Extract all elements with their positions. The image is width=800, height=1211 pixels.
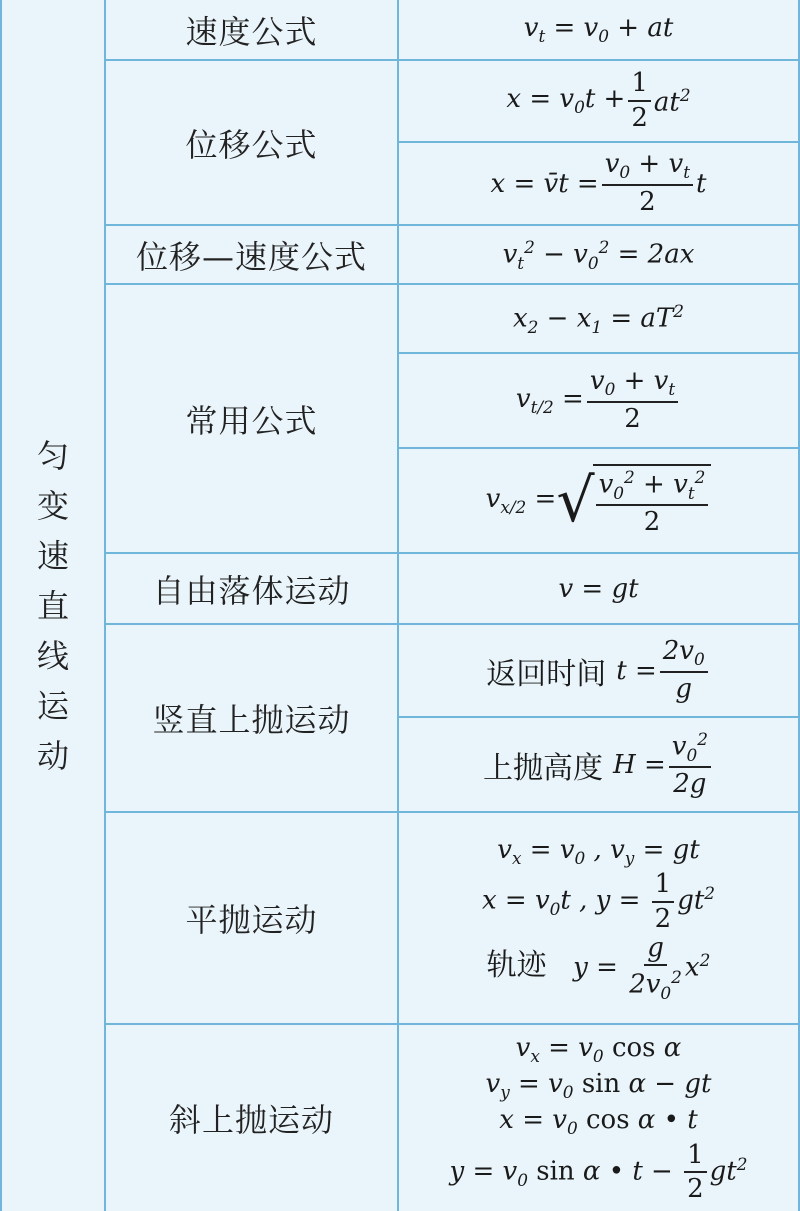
formula-return-time: 返回时间 t = $\frac{2v_0}{g}$	[399, 625, 798, 716]
row-label-horizontal-throw: 平抛运动	[185, 901, 318, 939]
side-label	[2, 0, 104, 1211]
formula-free-fall: v = gt	[558, 573, 639, 604]
formula-displacement-1: $x = v_0t$ + $\frac{1}{2}$ $at^2$	[506, 68, 691, 133]
row-label-displacement-speed: 位移—速度公式	[135, 237, 367, 276]
row-label-speed: 速度公式	[185, 12, 318, 51]
row-label-vertical-throw: 竖直上抛运动	[152, 701, 351, 739]
formula-oblique-throw	[399, 1025, 798, 1211]
formula-oblique-3: $x = v_0$ cos α • t	[499, 1105, 698, 1139]
formula-horizontal-throw	[399, 813, 798, 1023]
formula-horizontal-2: $x = v_0t$ , y = $\frac{1}{2}$ $gt^2$	[481, 869, 716, 934]
side-label-char: 运	[36, 686, 69, 725]
trajectory-label: 轨迹	[486, 948, 547, 984]
formula-displacement-2: x = v̄t = $\frac{v_0 + v_t}{2}$ t	[490, 149, 707, 218]
formula-oblique-1: $v_x = v_0$ cos α	[515, 1033, 682, 1067]
row-label-oblique-throw: 斜上抛运动	[168, 1101, 334, 1139]
formula-common-3: $v_{x/2}$ = √ $\frac{v_0^2 + v_t^2}{2}$	[399, 449, 798, 552]
formula-speed	[399, 0, 798, 59]
side-label-char: 线	[36, 636, 69, 675]
side-label-char: 匀	[36, 436, 69, 475]
formula-oblique-2: $v_y = v_0$ sin α − gt	[485, 1069, 712, 1103]
row-label-free-fall: 自由落体运动	[152, 571, 351, 610]
formula-throw-height: 上抛高度 H = $\frac{v_0^2}{2g}$	[399, 718, 798, 811]
row-label-common: 常用公式	[185, 401, 318, 440]
side-label-char: 动	[36, 736, 69, 775]
formula-common-1: $x_2 - x_1 = aT^2$	[512, 300, 685, 337]
formula-render: $v_t = v_0$ + at	[523, 12, 674, 47]
formula-displacement-speed: $v_t^2 - v_0^2 = 2ax$	[502, 236, 695, 273]
side-label-char: 直	[36, 586, 69, 625]
formula-horizontal-3: 轨迹 y = $\frac{g}{2v_0^2}$ $x^2$	[486, 932, 711, 1004]
row-label-displacement: 位移公式	[185, 125, 318, 164]
formula-oblique-4: $y = v_0$ sin α • t − $\frac{1}{2}$ $gt^2$	[449, 1139, 748, 1205]
side-label-char: 变	[36, 486, 69, 525]
side-label-char: 速	[36, 536, 69, 575]
throw-height-label: 上抛高度	[483, 750, 604, 786]
formula-horizontal-1: $v_x = v_0$ , $v_y$ = gt	[497, 835, 700, 869]
formula-common-2: $v_{t/2}$ = $\frac{v_0 + v_t}{2}$	[399, 354, 798, 447]
return-time-label: 返回时间	[486, 656, 607, 692]
